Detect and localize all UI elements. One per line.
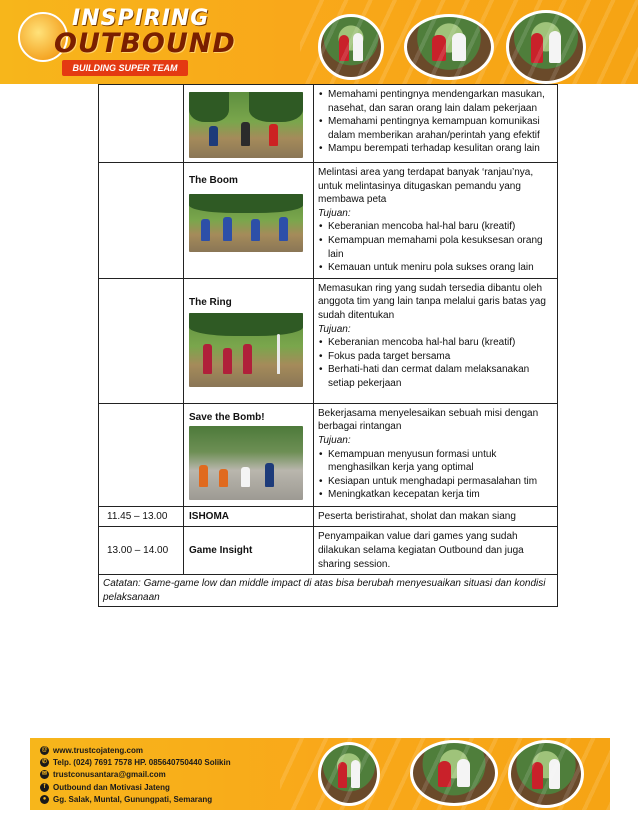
activity-cell — [184, 527, 314, 575]
goal-item: • Berhati-hati dan cermat dalam melaksanakan setiap pekerjaan — [318, 363, 553, 390]
brand-logo — [14, 6, 236, 78]
table-row — [99, 403, 558, 506]
globe-icon: @ — [41, 746, 48, 753]
contact-text[interactable]: trustconusantara@gmail.com — [53, 770, 166, 780]
agenda-table — [98, 84, 558, 607]
contact-text[interactable]: www.trustcojateng.com — [53, 745, 143, 755]
goal-list — [318, 448, 553, 502]
activity-detail-cell — [314, 85, 558, 163]
activity-photo — [189, 313, 303, 387]
activity-description: Bekerjasama menyelesaikan sebuah misi dengan berbagai rintangan — [318, 407, 539, 433]
time-cell — [99, 278, 184, 403]
footer-photo — [508, 740, 584, 808]
goal-item: • Memahami pentingnya kemampuan komunikasi dalam memberikan arahan/perintah yang efektif — [318, 115, 553, 142]
goal-list — [318, 220, 553, 274]
activity-name: The Boom — [189, 175, 238, 186]
phone-icon: ✆ — [41, 759, 48, 766]
header-photo — [506, 10, 586, 84]
header-photo — [318, 14, 384, 80]
table-row — [99, 278, 558, 403]
activity-description: Melintasi area yang terdapat banyak ‘ranjau’nya, untuk melintasinya ditugaskan pemandu yang membawa peta — [318, 167, 534, 206]
goal-list — [318, 88, 553, 156]
activity-name: Game Insight — [189, 544, 253, 556]
activity-photo — [189, 194, 303, 252]
activity-photo — [189, 426, 303, 500]
goal-item: • Memahami pentingnya mendengarkan masukan, nasehat, dan saran orang lain dalam pekerjaan — [318, 88, 553, 115]
activity-cell — [184, 85, 314, 163]
activity-detail-cell: Penyampaikan value dari games yang sudah dilakukan selama kegiatan Outbound dan juga sharing session. — [314, 527, 558, 575]
goal-item: • Kemauan untuk meniru pola sukses orang lain — [318, 261, 553, 275]
note-cell: Catatan: Game-game low dan middle impact di atas bisa berubah menyesuaikan situasi dan kondisi pelaksanaan — [99, 575, 558, 607]
footer-banner — [30, 738, 610, 810]
goal-item: • Kemampuan memahami pola kesuksesan orang lain — [318, 234, 553, 261]
activity-cell — [184, 278, 314, 403]
table-row — [99, 163, 558, 279]
header-banner — [0, 0, 638, 84]
goal-item: • Meningkatkan kecepatan kerja tim — [318, 488, 553, 502]
contact-item — [40, 781, 231, 793]
footer-photo — [318, 742, 380, 806]
contact-text: Telp. (024) 7691 7578 HP. 085640750440 Solikin — [53, 758, 231, 768]
goal-item: • Keberanian mencoba hal-hal baru (kreatif) — [318, 220, 553, 234]
activity-detail-cell — [314, 278, 558, 403]
contact-text: Gg. Salak, Muntal, Gunungpati, Semarang — [53, 795, 213, 805]
brand-line1: INSPIRING — [72, 6, 210, 31]
time-cell — [99, 163, 184, 279]
header-photo — [404, 14, 494, 80]
goal-item: • Keberanian mencoba hal-hal baru (kreatif) — [318, 336, 553, 350]
facebook-icon: f — [40, 783, 49, 792]
activity-name: Save the Bomb! — [189, 411, 265, 423]
brand-tagline: BUILDING SUPER TEAM — [62, 60, 188, 76]
contact-list — [40, 744, 231, 806]
location-pin-icon: ● — [40, 795, 49, 804]
activity-name: ISHOMA — [189, 510, 229, 522]
footer-photo — [410, 740, 498, 806]
activity-cell — [184, 403, 314, 506]
contact-item — [40, 744, 231, 756]
goal-item: • Kemampuan menyusun formasi untuk menghasilkan kerja yang optimal — [318, 448, 553, 475]
goals-label: Tujuan: — [318, 207, 351, 219]
activity-name: The Ring — [189, 296, 232, 308]
goal-item: • Fokus pada target bersama — [318, 350, 553, 364]
activity-description: Memasukan ring yang sudah tersedia dibantu oleh anggota tim yang lain tanpa melalui garis batas yag sudah ditentukan — [318, 282, 546, 321]
contact-item — [40, 756, 231, 768]
table-row — [99, 575, 558, 607]
activity-detail-cell — [314, 163, 558, 279]
goal-item: • Kesiapan untuk menghadapi permasalahan tim — [318, 475, 553, 489]
goals-label: Tujuan: — [318, 323, 351, 335]
time-cell — [99, 85, 184, 163]
mail-icon: ✉ — [41, 771, 48, 778]
goal-item: • Mampu berempati terhadap kesulitan orang lain — [318, 142, 553, 156]
table-row — [99, 506, 558, 527]
activity-detail-cell — [314, 403, 558, 506]
time-cell — [99, 403, 184, 506]
goal-list — [318, 336, 553, 390]
table-row — [99, 527, 558, 575]
brand-line2: OUTBOUND — [54, 28, 236, 59]
time-cell: 13.00 – 14.00 — [99, 527, 184, 575]
goals-label: Tujuan: — [318, 434, 351, 446]
activity-photo — [189, 92, 303, 158]
contact-item — [40, 794, 231, 806]
activity-detail-cell: Peserta beristirahat, sholat dan makan siang — [314, 506, 558, 527]
activity-cell — [184, 163, 314, 279]
activity-cell — [184, 506, 314, 527]
time-cell: 11.45 – 13.00 — [99, 506, 184, 527]
contact-text[interactable]: Outbound dan Motivasi Jateng — [53, 782, 170, 792]
table-row — [99, 85, 558, 163]
contact-item — [40, 769, 231, 781]
